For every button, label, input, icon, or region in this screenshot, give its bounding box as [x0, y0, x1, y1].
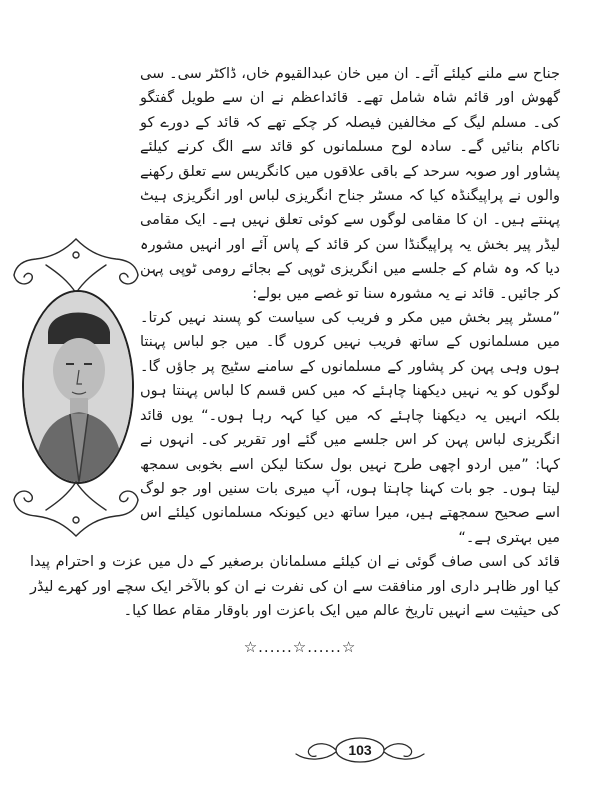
paragraph-3: قائد کی اسی صاف گوئی نے ان کیلئے مسلمانان برصغیر کے دل میں عزت و احترام پیدا کیا اور ظاہر داری اور منافقت سے ان کی نفرت نے ان کو بالآخر ایک سچے اور کھرے لیڈر کی حیثیت سے انہیں تاریخ عالم میں ایک باعزت اور باوقار مقام عطا کیا۔ — [30, 554, 560, 619]
star-separator: ☆......☆......☆ — [243, 638, 357, 656]
portrait-figure — [24, 292, 132, 482]
flourish-bottom-ornament — [6, 478, 146, 540]
body-text — [30, 62, 560, 623]
paragraph-2-quote: ”مسٹر پیر بخش میں مکر و فریب کی سیاست کو پسند نہیں کرتا۔ میں مسلمانوں کے ساتھ فریب نہیں کروں گا۔ میں جو لباس پہنتا ہوں وہی پہن کر پشاور کے مسلمانوں کے سامنے سٹیج پر جاؤں گا۔ لوگوں کو یہ نہیں دیکھنا چاہئے کہ میں کس قسم کا لباس پہنتا ہوں بلکہ انہیں یہ دیکھنا چاہئے کہ میں کیا کہہ رہا ہوں۔“ یوں قائد انگریزی لباس پہن کر اس جلسے میں گئے اور تقریر کی۔ انہوں نے کہا: ”میں اردو اچھی طرح نہیں بول سکتا لیکن اسے بخوبی سمجھ لیتا ہوں۔ جو بات کہنا چاہتا ہوں، آپ میری بات سنیں اور جو لوگ اسے صحیح سمجھتے ہیں، میرا ساتھ دیں کیونکہ مسلمانوں کیلئے اس میں بہتری ہے۔“ — [140, 310, 560, 546]
paragraph-1: جناح سے ملنے کیلئے آئے۔ ان میں خان عبدالقیوم خاں، ڈاکٹر سی۔ سی گھوش اور قائم شاہ شامل تھے۔ قائداعظم نے ان سے طویل گفتگو کی۔ مسلم لیگ کے مخالفین فیصلہ کر چکے تھے کہ قائد کے دورے کو ناکام بنائیں گے۔ سادہ لوح مسلمانوں کو قائد سے الگ کرنے کیلئے پشاور اور صوبہ سرحد کے باقی علاقوں میں کانگریس سے تعلق رکھنے والوں نے پراپیگنڈہ کیا کہ مسٹر جناح انگریزی لباس اور انگریزی ہیٹ پہنتے ہیں۔ ان کا مقامی لوگوں سے کوئی تعلق نہیں ہے۔ ایک مقامی لیڈر پیر بخش یہ پراپیگنڈا سن کر قائد کے پاس آئے اور انہیں مشورہ دیا کہ وہ شام کے جلسے میں انگریزی ٹوپی کے بجائے رومی ٹوپی پہن کر جائیں۔ قائد نے یہ مشورہ سنا تو غصے میں بولے: — [140, 66, 560, 302]
page-number: 103 — [348, 742, 372, 758]
flourish-top-ornament — [6, 235, 146, 297]
portrait-image — [22, 290, 134, 484]
